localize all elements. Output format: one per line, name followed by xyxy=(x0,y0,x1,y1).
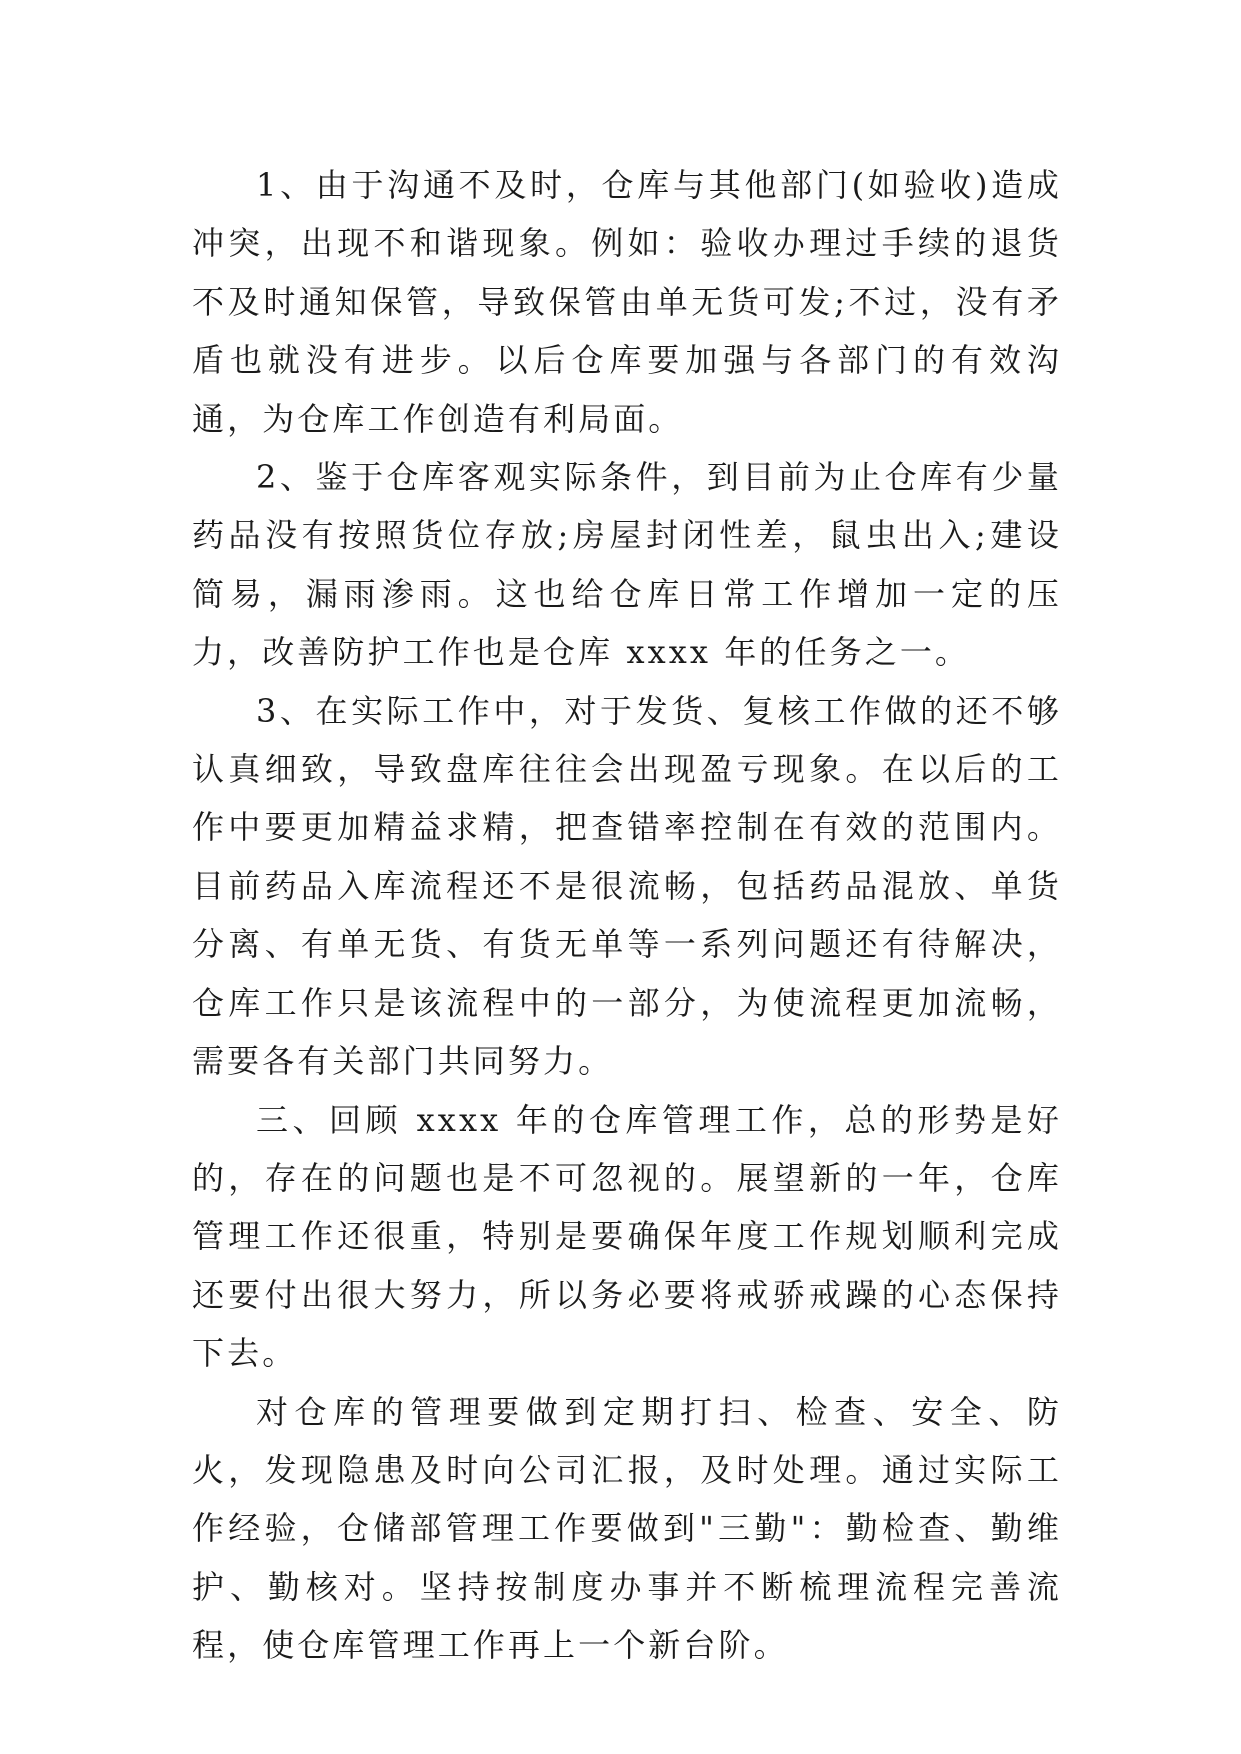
paragraph-warehouse-conditions: 2、鉴于仓库客观实际条件，到目前为止仓库有少量药品没有按照货位存放;房屋封闭性差，鼠虫出入;建设简易，漏雨渗雨。这也给仓库日常工作增加一定的压力，改善防护工作也是仓库 xxxx 年的任务之一。 xyxy=(192,458,1062,672)
document-body xyxy=(192,156,1062,1675)
paragraph-communication-issue: 1、由于沟通不及时，仓库与其他部门(如验收)造成冲突，出现不和谐现象。例如：验收办理过手续的退货不及时通知保管，导致保管由单无货可发;不过，没有矛盾也就没有进步。以后仓库要加强与各部门的有效沟通，为仓库工作创造有利局面。 xyxy=(192,166,1062,438)
paragraph-annual-review: 三、回顾 xxxx 年的仓库管理工作，总的形势是好的，存在的问题也是不可忽视的。展望新的一年，仓库管理工作还很重，特别是要确保年度工作规划顺利完成还要付出很大努力，所以务必要将戒骄戒躁的心态保持下去。 xyxy=(192,1100,1062,1373)
paragraph-management-plan: 对仓库的管理要做到定期打扫、检查、安全、防火，发现隐患及时向公司汇报，及时处理。通过实际工作经验，仓储部管理工作要做到"三勤"：勤检查、勤维护、勤核对。坚持按制度办事并不断梳理流程完善流程，使仓库管理工作再上一个新台阶。 xyxy=(192,1392,1062,1665)
paragraph-shipping-review: 3、在实际工作中，对于发货、复核工作做的还不够认真细致，导致盘库往往会出现盈亏现象。在以后的工作中要更加精益求精，把查错率控制在有效的范围内。目前药品入库流程还不是很流畅，包括药品混放、单货分离、有单无货、有货无单等一系列问题还有待解决，仓库工作只是该流程中的一部分，为使流程更加流畅，需要各有关部门共同努力。 xyxy=(192,691,1062,1081)
